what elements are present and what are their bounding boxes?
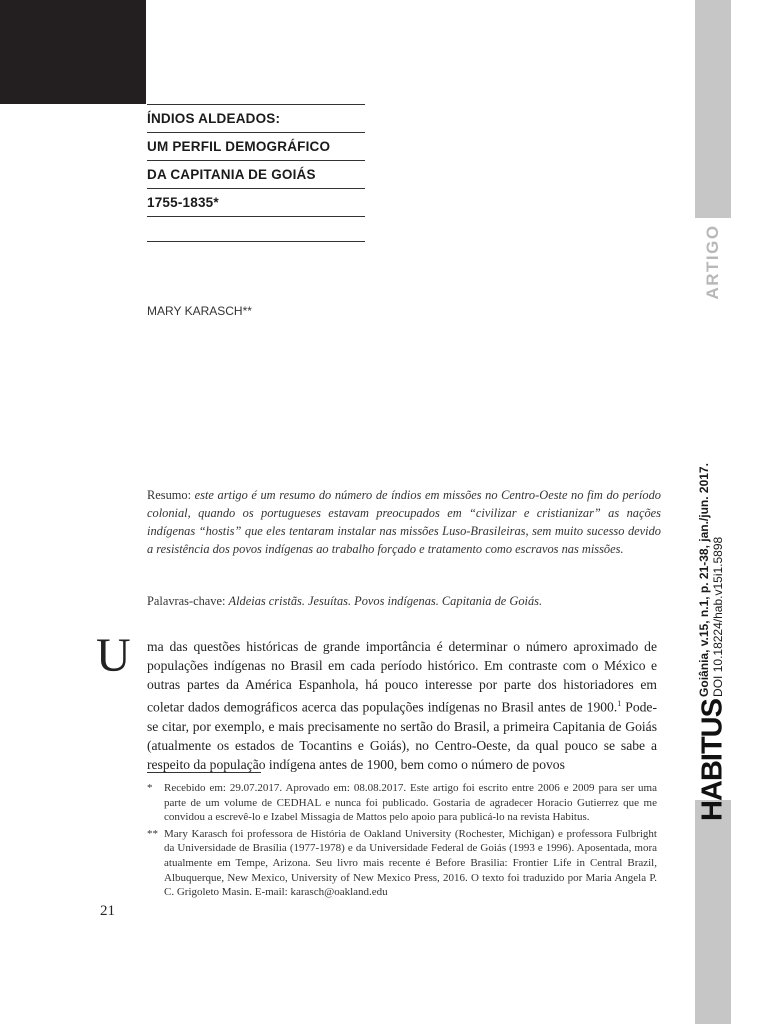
body-text-part2: Pode-se citar, por exemplo, e mais precisamente no sertão do Brasil, a primeira Capitania de Goiás (atualmente os estados de Tocantins e Goiás), no Centro-Oeste, da qual pouco se sabe a respeito da população indígena antes de 1900, bem como o número de povos — [147, 699, 657, 772]
page-number: 21 — [100, 903, 115, 919]
title-line-2: UM PERFIL DEMOGRÁFICO — [147, 132, 365, 160]
title-line-3: DA CAPITANIA DE GOIÁS — [147, 160, 365, 188]
keywords — [147, 592, 661, 610]
footnote-item — [147, 827, 657, 900]
journal-logo: HABITUS — [696, 699, 729, 821]
footnote-text: Mary Karasch foi professora de História de Oakland University (Rochester, Michigan) e professora Fulbright da Universidade de Brasília (1977-1978) e da Universidade Federal de Goiás (1993 e 1996). Aposentada, mora atualmente em Tempe, Arizona. Seu livro mais recente é Before Brasilia: Frontier Life in Central Brazil, Albuquerque, New Mexico, University of New Mexico Press, 2016. O texto foi traduzido por Maria Angela P. C. Grigoleto Masin. E-mail: karasch@oakland.edu — [164, 827, 657, 899]
footnote-text: Recebido em: 29.07.2017. Aprovado em: 08.08.2017. Este artigo foi escrito entre 2006 e 2009 para ser uma parte de um volume de CEDHAL e nunca foi publicado. Gostaria de agradecer Horacio Gutierrez que me convidou a escrevê-lo e Izabel Missagia de Mattos pelo apoio para publicá-lo na revista Habitus. — [164, 782, 657, 824]
footnote-divider — [147, 772, 261, 773]
sidebar-gray-bar-bottom — [695, 800, 731, 1024]
abstract-label: Resumo: — [147, 488, 192, 502]
journal-citation — [697, 463, 725, 697]
keywords-label: Palavras-chave: — [147, 594, 226, 608]
footnote-item — [147, 781, 657, 825]
drop-cap: U — [96, 629, 131, 682]
sidebar-gray-bar-top — [695, 0, 731, 218]
abstract-text: este artigo é um resumo do número de índios em missões no Centro-Oeste no fim do período colonial, quando os portugueses estavam preocupados em “civilizar e cristianizar” as nações indígenas “hostis” que eles tentaram instalar nas missões Luso-Brasileiras, sem muito sucesso devido a resistência dos povos indígenas ao trabalho forçado e tratamento como escravos nas missões. — [147, 488, 661, 556]
body-text-part1: ma das questões históricas de grande importância é determinar o número aproximado de populações indígenas no Brasil em cada período histórico. Em contraste com o México e outras partes da América Espanhola, há pouco interesse por parte dos historiadores em coletar dados demográficos acerca das populações indígenas no Brasil antes de 1900. — [147, 639, 657, 715]
footnotes — [147, 781, 657, 902]
article-title — [147, 104, 365, 217]
title-line-4: 1755-1835* — [147, 188, 365, 217]
keywords-text: Aldeias cristãs. Jesuítas. Povos indígenas. Capitania de Goiás. — [228, 594, 543, 608]
footnote-mark: * — [147, 782, 153, 794]
author-name: MARY KARASCH** — [147, 304, 252, 318]
journal-citation-line: Goiânia, v.15, n.1, p. 21-38, jan./jun. 2017. — [697, 463, 711, 697]
section-label: ARTIGO — [703, 224, 722, 300]
footnote-mark: ** — [147, 827, 158, 840]
journal-doi[interactable]: DOI 10.18224/hab.v15i1.5898 — [711, 536, 725, 697]
title-line-1: ÍNDIOS ALDEADOS: — [147, 104, 365, 132]
body-paragraph — [147, 637, 657, 774]
title-divider — [147, 241, 365, 242]
abstract — [147, 486, 661, 558]
footnote-ref-1[interactable]: 1 — [617, 699, 622, 708]
header-black-block — [0, 0, 146, 104]
